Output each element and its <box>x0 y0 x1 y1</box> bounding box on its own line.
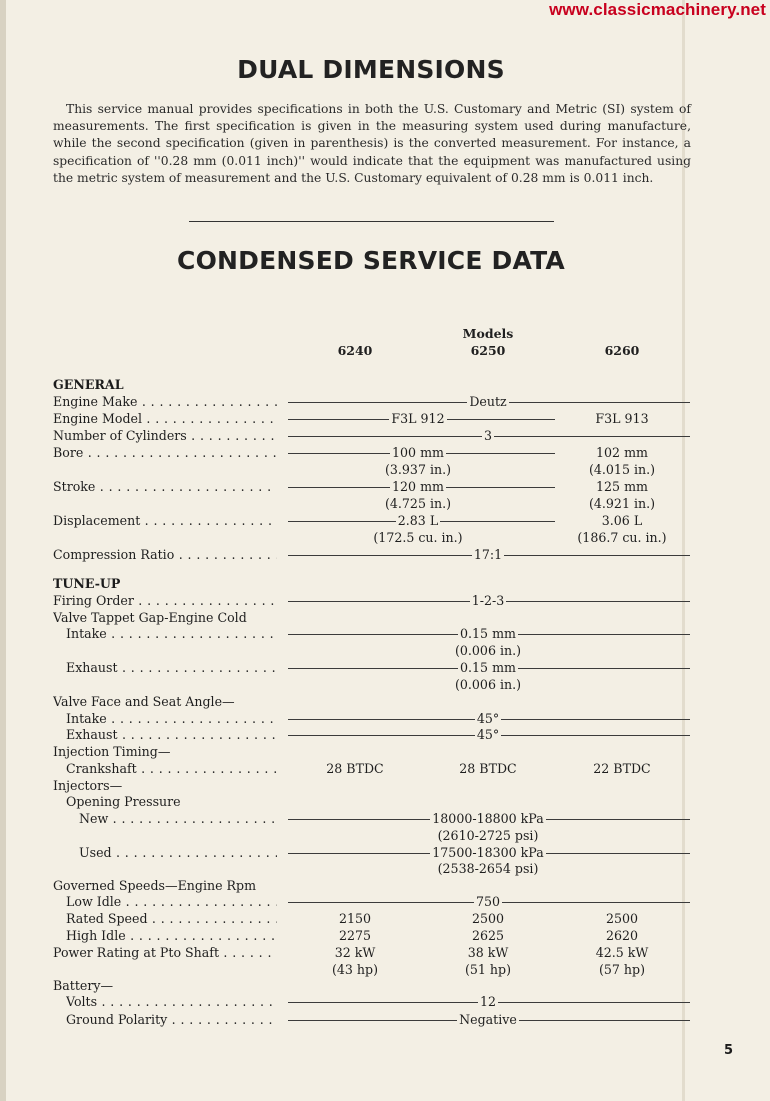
volts-value: 12 <box>479 994 497 1009</box>
rated-speed-6260-value: 2500 <box>605 911 639 926</box>
volts-label: Volts . . . <box>66 993 277 1010</box>
high-idle-6250-value: 2625 <box>471 928 505 943</box>
power-6250-hp: (51 hp) <box>464 962 512 977</box>
stroke-6260-value: 125 mm <box>596 479 648 494</box>
valve-angle-exhaust-value: 45° <box>476 727 500 742</box>
bore-6240-6250-inch: (3.937 in.) <box>384 462 452 477</box>
power-6260-kw: 42.5 kW <box>595 945 649 960</box>
valve-angle-label: Valve Face and Seat Angle— <box>53 694 235 709</box>
injector-new-value: 18000-18800 kPa <box>432 811 544 826</box>
cylinders-value: 3 <box>483 428 492 443</box>
service-data-title: CONDENSED SERVICE DATA <box>177 246 565 275</box>
injectors-label: Injectors— <box>53 778 123 793</box>
ground-polarity-label: Ground Polarity . . . <box>66 1011 277 1028</box>
valve-angle-intake-value: 45° <box>476 711 500 726</box>
valve-gap-label: Valve Tappet Gap-Engine Cold <box>53 610 247 625</box>
watermark-url: www.classicmachinery.net <box>549 0 766 19</box>
page-binding-shadow <box>0 0 6 1101</box>
firing-order-label: Firing Order . . . <box>53 592 277 609</box>
rated-speed-label: Rated Speed . . . <box>66 910 277 927</box>
model-6240-header: 6240 <box>337 343 373 358</box>
engine-model-label: Engine Model . . . <box>53 410 277 427</box>
crankshaft-6240-value: 28 BTDC <box>326 761 384 776</box>
displacement-6260-value: 3.06 L <box>601 513 643 528</box>
compression-ratio-value: 17:1 <box>473 547 503 562</box>
valve-gap-exhaust-value: 0.15 mm <box>460 660 516 675</box>
injector-new-psi: (2610-2725 psi) <box>437 828 539 843</box>
displacement-6240-6250-cuin: (172.5 cu. in.) <box>373 530 463 545</box>
power-6250-kw: 38 kW <box>467 945 509 960</box>
valve-gap-intake-label: Intake . . . <box>66 625 277 642</box>
section-general: GENERAL <box>53 377 124 392</box>
section-divider <box>189 221 554 222</box>
high-idle-6260-value: 2620 <box>605 928 639 943</box>
power-6240-kw: 32 kW <box>334 945 376 960</box>
compression-ratio-label: Compression Ratio . . . <box>53 546 277 563</box>
firing-order-value: 1-2-3 <box>471 593 505 608</box>
valve-angle-intake-label: Intake . . . <box>66 710 277 727</box>
stroke-6240-6250-value: 120 mm <box>392 479 444 494</box>
injector-used-value: 17500-18300 kPa <box>432 845 544 860</box>
battery-label: Battery— <box>53 978 114 993</box>
displacement-6260-cuin: (186.7 cu. in.) <box>577 530 667 545</box>
governed-speeds-label: Governed Speeds—Engine Rpm <box>53 878 257 893</box>
power-6260-hp: (57 hp) <box>598 962 646 977</box>
valve-angle-exhaust-label: Exhaust . . . <box>66 726 277 743</box>
high-idle-label: High Idle . . . <box>66 927 277 944</box>
crankshaft-label: Crankshaft . . . <box>66 760 277 777</box>
injection-timing-label: Injection Timing— <box>53 744 171 759</box>
bore-6260-inch: (4.015 in.) <box>588 462 656 477</box>
bore-6240-6250-value: 100 mm <box>392 445 444 460</box>
injector-used-psi: (2538-2654 psi) <box>437 861 539 876</box>
section-tune-up: TUNE-UP <box>53 576 121 591</box>
engine-model-6260-value: F3L 913 <box>595 411 649 426</box>
displacement-label: Displacement . . . <box>53 512 277 529</box>
injector-used-label: Used . . . <box>79 844 277 861</box>
page-number: 5 <box>724 1043 734 1058</box>
bore-6260-value: 102 mm <box>596 445 648 460</box>
opening-pressure-label: Opening Pressure <box>66 794 181 809</box>
engine-make-value: Deutz <box>469 394 507 409</box>
models-heading: Models <box>462 326 514 341</box>
cylinders-label: Number of Cylinders . . . <box>53 427 277 444</box>
dual-dimensions-title: DUAL DIMENSIONS <box>237 55 505 84</box>
valve-gap-exhaust-label: Exhaust . . . <box>66 659 277 676</box>
rated-speed-6250-value: 2500 <box>471 911 505 926</box>
high-idle-6240-value: 2275 <box>338 928 372 943</box>
stroke-label: Stroke . . . <box>53 478 277 495</box>
power-6240-hp: (43 hp) <box>331 962 379 977</box>
ground-polarity-value: Negative <box>459 1012 517 1027</box>
crankshaft-6260-value: 22 BTDC <box>593 761 651 776</box>
model-6260-header: 6260 <box>604 343 640 358</box>
stroke-6260-inch: (4.921 in.) <box>588 496 656 511</box>
dual-dimensions-text: This service manual provides specifications in both the U.S. Customary and Metric (SI) system of measurements. The first specification is given in the measuring system used during manufacture, while the second specification (given in parenthesis) is the converted measurement. For instance, a specification of ''0.28 mm (0.011 inch)'' would indicate that the equipment was manufactured using the metric system of measurement and the U.S. Customary equivalent of 0.28 mm is 0.011 inch. <box>53 102 691 185</box>
crankshaft-6250-value: 28 BTDC <box>459 761 517 776</box>
engine-model-6240-6250-value: F3L 912 <box>391 411 445 426</box>
rated-speed-6240-value: 2150 <box>338 911 372 926</box>
model-6250-header: 6250 <box>470 343 506 358</box>
valve-gap-exhaust-inch: (0.006 in.) <box>454 677 522 692</box>
stroke-6240-6250-inch: (4.725 in.) <box>384 496 452 511</box>
valve-gap-intake-value: 0.15 mm <box>460 626 516 641</box>
engine-make-label: Engine Make . . . <box>53 393 277 410</box>
dual-dimensions-paragraph <box>53 101 691 187</box>
displacement-6240-6250-value: 2.83 L <box>397 513 439 528</box>
injector-new-label: New . . . <box>79 810 277 827</box>
low-idle-label: Low Idle . . . <box>66 893 277 910</box>
power-rating-label: Power Rating at Pto Shaft . . . <box>53 944 277 961</box>
low-idle-value: 750 <box>475 894 501 909</box>
valve-gap-intake-inch: (0.006 in.) <box>454 643 522 658</box>
bore-label: Bore . . . <box>53 444 277 461</box>
